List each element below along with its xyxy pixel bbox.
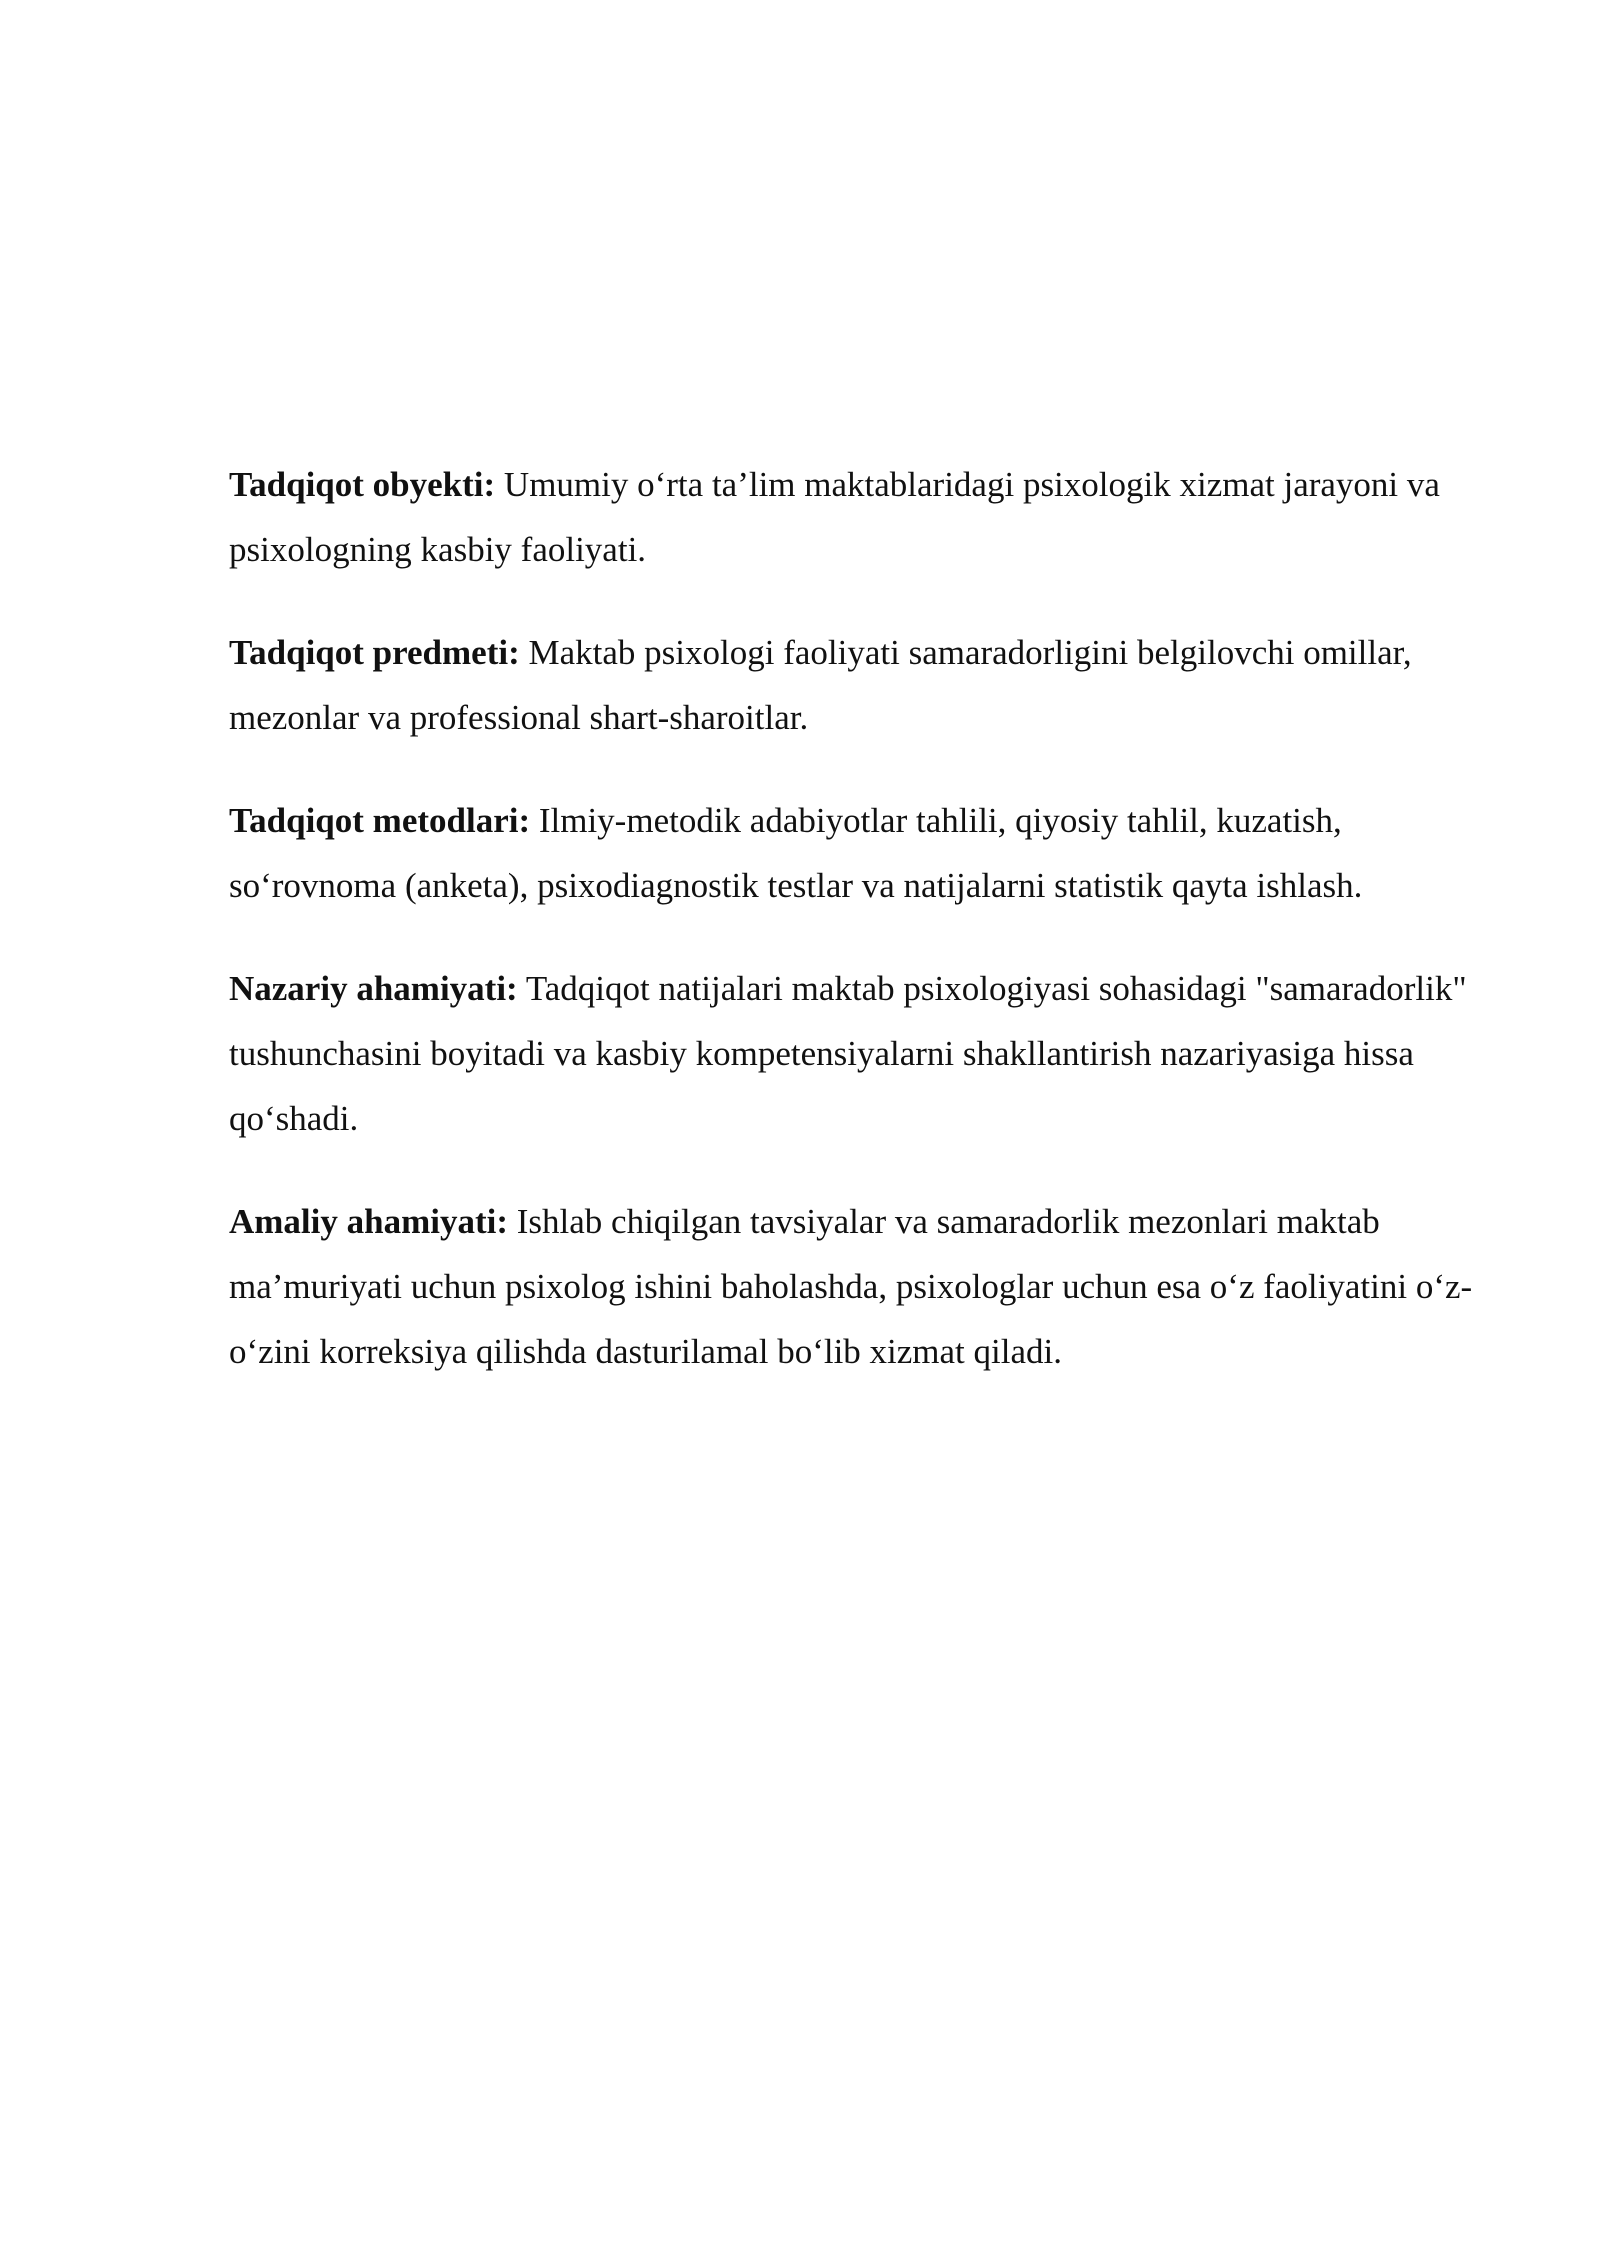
paragraph-practical-significance <box>229 1189 1499 1384</box>
paragraph-label: Tadqiqot predmeti: <box>229 633 520 672</box>
paragraph-text: Umumiy o‘rta ta’lim maktablaridagi psixologik xizmat jarayoni va psixologning kasbiy faoliyati. <box>229 465 1440 569</box>
paragraph-text: Maktab psixologi faoliyati samaradorligini belgilovchi omillar, mezonlar va professional shart-sharoitlar. <box>229 633 1412 737</box>
paragraph-text: Ishlab chiqilgan tavsiyalar va samaradorlik mezonlari maktab ma’muriyati uchun psixolog ishini baholashda, psixologlar uchun esa o‘z faoliyatini o‘z-o‘zini korreksiya qilishda dasturilamal bo‘lib xizmat qiladi. <box>229 1202 1473 1371</box>
paragraph-research-object <box>229 452 1499 582</box>
paragraph-label: Nazariy ahamiyati: <box>229 969 518 1008</box>
paragraph-label: Tadqiqot metodlari: <box>229 801 531 840</box>
paragraph-text: Ilmiy-metodik adabiyotlar tahlili, qiyosiy tahlil, kuzatish, so‘rovnoma (anketa), psixodiagnostik testlar va natijalarni statistik qayta ishlash. <box>229 801 1363 905</box>
paragraph-research-subject <box>229 620 1499 750</box>
paragraph-label: Amaliy ahamiyati: <box>229 1202 509 1241</box>
paragraph-theoretical-significance <box>229 956 1499 1151</box>
paragraph-text: Tadqiqot natijalari maktab psixologiyasi sohasidagi "samaradorlik" tushunchasini boyitadi va kasbiy kompetensiyalarni shakllantirish nazariyasiga hissa qo‘shadi. <box>229 969 1467 1138</box>
document-body <box>229 452 1499 1422</box>
paragraph-label: Tadqiqot obyekti: <box>229 465 496 504</box>
paragraph-research-methods <box>229 788 1499 918</box>
